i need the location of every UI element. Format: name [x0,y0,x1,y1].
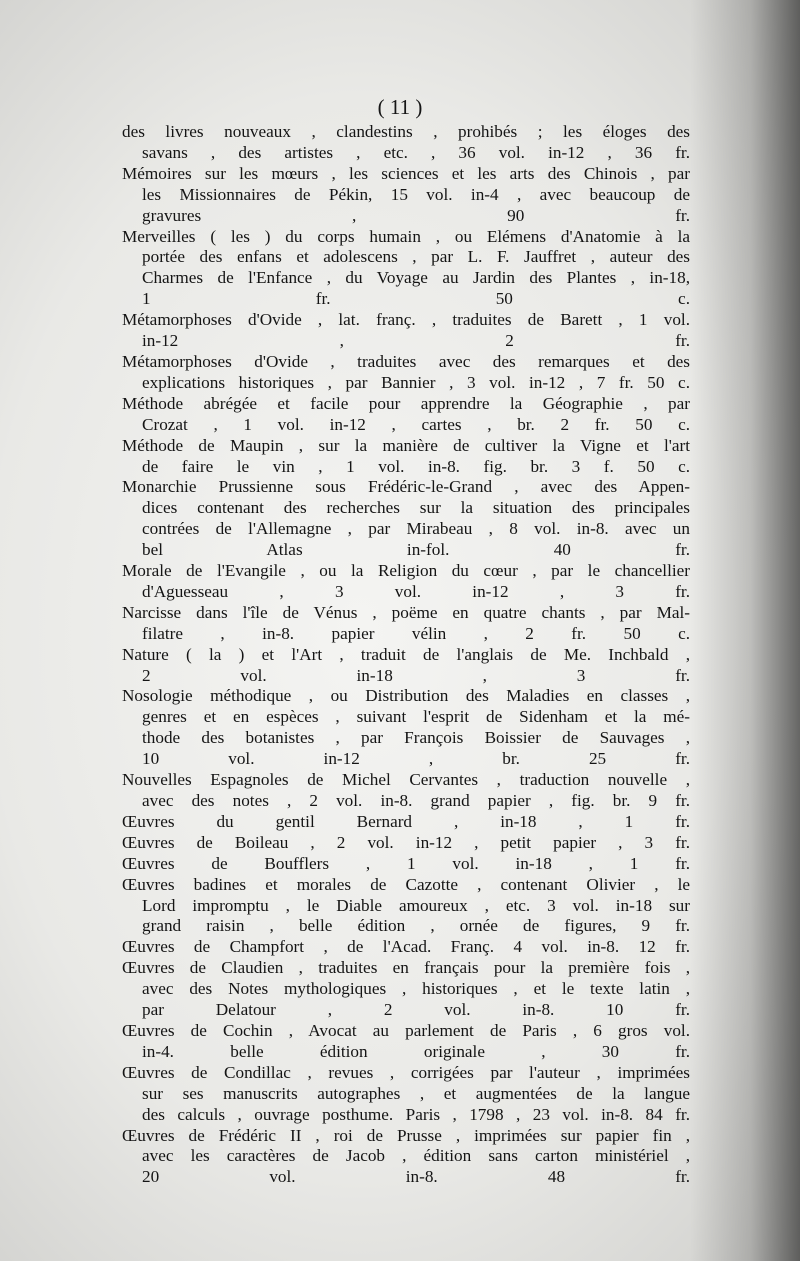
entry-title-line: Œuvres de Cochin , Avocat au parlement de Paris , 6 gros vol. [122,1020,690,1040]
entry-title-line: Œuvres badines et morales de Cazotte , contenant Olivier , le [122,874,690,894]
entry-continuation-line: 10 vol. in-12 , br. 25 fr. [142,749,690,769]
entry-title-line: Narcisse dans l'île de Vénus , poëme en quatre chants , par Mal- [122,602,690,622]
entry-continuation-line: 2 vol. in-18 , 3 fr. [142,665,690,685]
entry-title-line: Œuvres de Claudien , traduites en français pour la première fois , [122,958,690,978]
catalogue-entry [118,875,690,938]
entry-title-line: Œuvres de Condillac , revues , corrigées par l'auteur , imprimées [122,1062,690,1082]
entry-continuation-line: 20 vol. in-8. 48 fr. [142,1167,690,1187]
catalogue-entry [118,603,690,645]
entry-continuation-line: Charmes de l'Enfance , du Voyage au Jardin des Plantes , in-18, [142,268,690,288]
entry-title-line: Nosologie méthodique , ou Distribution des Maladies en classes , [122,686,690,706]
catalogue-entry [118,770,690,812]
entry-continuation-line: sur ses manuscrits autographes , et augmentées de la langue [142,1083,690,1103]
entry-title-line: Métamorphoses d'Ovide , lat. franç. , traduites de Barett , 1 vol. [122,310,690,330]
entry-continuation-line: par Delatour , 2 vol. in-8. 10 fr. [142,1000,690,1020]
page-shadow [690,0,800,1261]
entry-title-line: Métamorphoses d'Ovide , traduites avec des remarques et des [122,351,690,371]
catalogue-entry [118,1063,690,1126]
catalogue-entry [118,645,690,687]
entry-continuation-line: gravures , 90 fr. [142,205,690,225]
entry-continuation-line: avec des Notes mythologiques , historiques , et le texte latin , [142,979,690,999]
entry-continuation-line: avec les caractères de Jacob , édition sans carton ministériel , [142,1146,690,1166]
entry-continuation-line: d'Aguesseau , 3 vol. in-12 , 3 fr. [142,581,690,601]
catalogue-entry [118,122,690,164]
catalogue-entry [118,310,690,352]
catalogue-entry [118,854,690,875]
entry-title-line: Œuvres de Champfort , de l'Acad. Franç. 4 vol. in-8. 12 fr. [122,937,690,957]
catalogue-entries [118,122,690,1188]
entry-continuation-line: Crozat , 1 vol. in-12 , cartes , br. 2 fr. 50 c. [142,414,690,434]
catalogue-entry [118,937,690,958]
entry-title-line: Œuvres de Boileau , 2 vol. in-12 , petit papier , 3 fr. [122,832,690,852]
entry-continuation-line: avec des notes , 2 vol. in-8. grand papier , fig. br. 9 fr. [142,791,690,810]
entry-title-line: Nature ( la ) et l'Art , traduit de l'anglais de Me. Inchbald , [122,644,690,664]
catalogue-entry [118,561,690,603]
entry-continuation-line: portée des enfans et adolescens , par L. F. Jauffret , auteur des [142,247,690,267]
catalogue-entry [118,812,690,833]
entry-title-line: Œuvres de Frédéric II , roi de Prusse , imprimées sur papier fin , [122,1125,690,1145]
entry-continuation-line: filatre , in-8. papier vélin , 2 fr. 50 c. [142,623,690,643]
catalogue-entry [118,227,690,311]
entry-continuation-line: explications historiques , par Bannier , 3 vol. in-12 , 7 fr. 50 c. [142,372,690,392]
catalogue-entry [118,958,690,1021]
catalogue-entry [118,1021,690,1063]
entry-title-line: Méthode de Maupin , sur la manière de cultiver la Vigne et l'art [122,435,690,455]
entry-continuation-line: de faire le vin , 1 vol. in-8. fig. br. 3 f. 50 c. [142,456,690,476]
entry-continuation-line: dices contenant des recherches sur la situation des principales [142,498,690,518]
catalogue-entry [118,833,690,854]
catalogue-entry [118,436,690,478]
entry-title-line: Morale de l'Evangile , ou la Religion du cœur , par le chancellier [122,561,690,581]
entry-continuation-line: 1 fr. 50 c. [142,289,690,309]
entry-continuation-line: in-12 , 2 fr. [142,331,690,351]
entry-continuation-line: bel Atlas in-fol. 40 fr. [142,540,690,560]
catalogue-entry [118,686,690,770]
entry-continuation-line: savans , des artistes , etc. , 36 vol. in-12 , 36 fr. [142,142,690,162]
entry-title-line: des livres nouveaux , clandestins , prohibés ; les éloges des [122,122,690,141]
entry-title-line: Œuvres de Boufflers , 1 vol. in-18 , 1 fr. [122,853,690,873]
entry-title-line: Monarchie Prussienne sous Frédéric-le-Grand , avec des Appen- [122,477,690,497]
entry-continuation-line: genres et en espèces , suivant l'esprit de Sidenham et la mé- [142,707,690,727]
catalogue-entry [118,1126,690,1189]
entry-continuation-line: thode des botanistes , par François Boissier de Sauvages , [142,728,690,748]
catalogue-entry [118,164,690,227]
entry-continuation-line: Lord impromptu , le Diable amoureux , etc. 3 vol. in-18 sur [142,895,690,915]
catalogue-entry [118,477,690,561]
entry-continuation-line: contrées de l'Allemagne , par Mirabeau , 8 vol. in-8. avec un [142,519,690,539]
entry-title-line: Œuvres du gentil Bernard , in-18 , 1 fr. [122,811,690,831]
entry-title-line: Mémoires sur les mœurs , les sciences et les arts des Chinois , par [122,163,690,183]
entry-continuation-line: grand raisin , belle édition , ornée de figures, 9 fr. [142,916,690,936]
catalogue-entry [118,352,690,394]
entry-continuation-line: in-4. belle édition originale , 30 fr. [142,1041,690,1061]
page-number: ( 11 ) [377,95,423,119]
entry-title-line: Nouvelles Espagnoles de Michel Cervantes , traduction nouvelle , [122,770,690,790]
entry-continuation-line: des calculs , ouvrage posthume. Paris , 1798 , 23 vol. in-8. 84 fr. [142,1104,690,1124]
entry-title-line: Méthode abrégée et facile pour apprendre la Géographie , par [122,393,690,413]
entry-continuation-line: les Missionnaires de Pékin, 15 vol. in-4 , avec beaucoup de [142,184,690,204]
entry-title-line: Merveilles ( les ) du corps humain , ou Elémens d'Anatomie à la [122,226,690,246]
catalogue-entry [118,394,690,436]
